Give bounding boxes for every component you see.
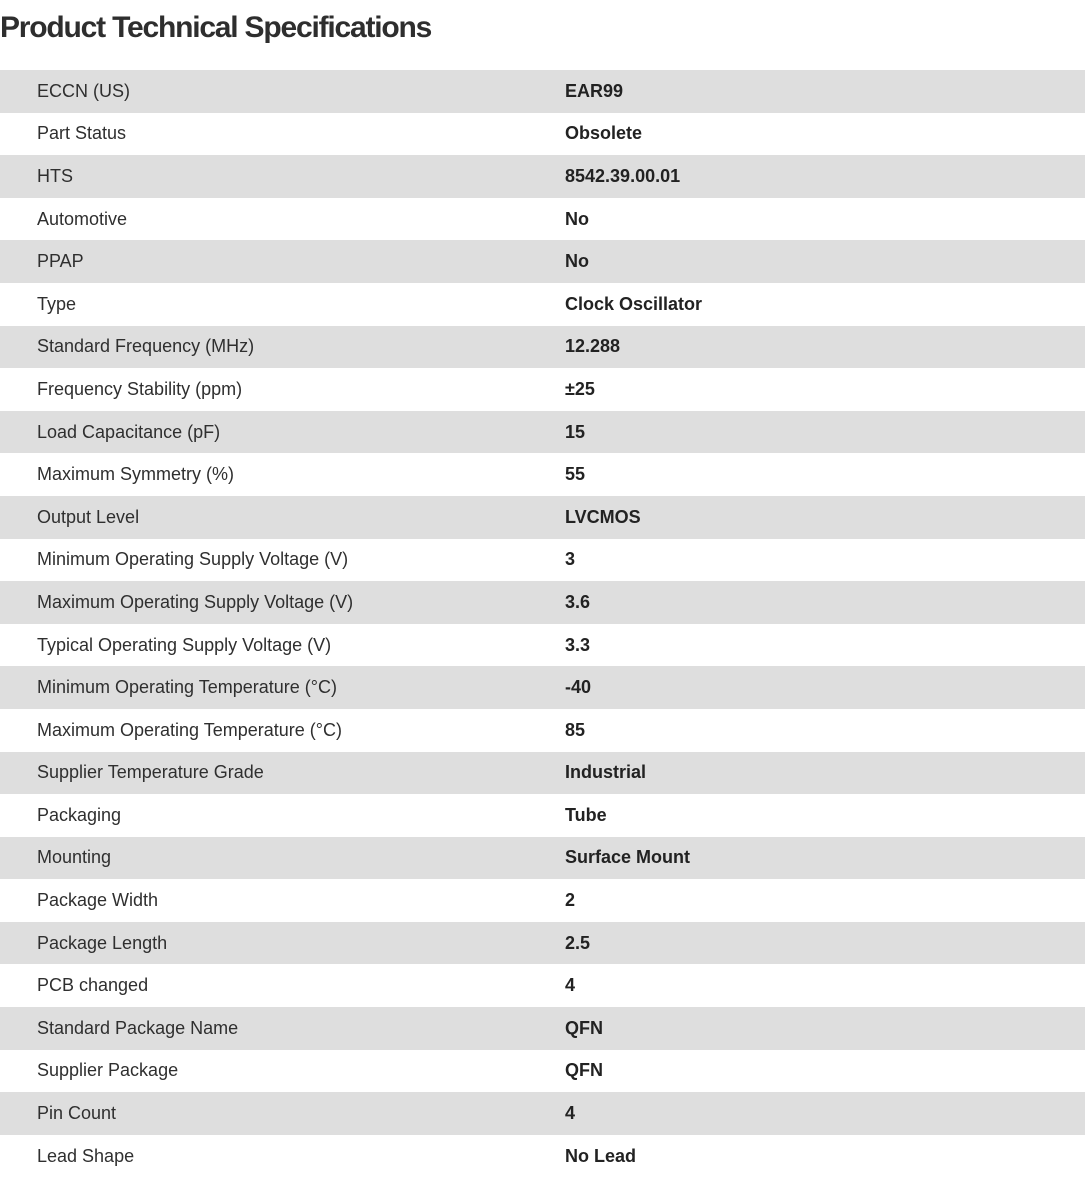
- spec-row: [0, 1007, 1085, 1050]
- page-title: Product Technical Specifications: [0, 11, 432, 44]
- spec-value: QFN: [565, 1060, 603, 1081]
- spec-value: 2: [565, 890, 576, 911]
- spec-table: [0, 70, 1085, 1177]
- spec-value: EAR99: [565, 80, 624, 101]
- spec-value: 4: [565, 1103, 576, 1124]
- spec-row: [0, 113, 1085, 156]
- spec-label: Typical Operating Supply Voltage (V): [37, 634, 332, 655]
- spec-row: [0, 368, 1085, 411]
- spec-row: [0, 1135, 1085, 1177]
- spec-label: Part Status: [37, 123, 127, 144]
- spec-row: [0, 964, 1085, 1007]
- spec-label: Pin Count: [37, 1103, 117, 1124]
- spec-row: [0, 70, 1085, 113]
- spec-value: 55: [565, 464, 586, 485]
- spec-value: 12.288: [565, 336, 621, 357]
- spec-value: 3.6: [565, 591, 591, 612]
- spec-row: [0, 922, 1085, 965]
- spec-row: [0, 1092, 1085, 1135]
- spec-label: Minimum Operating Supply Voltage (V): [37, 549, 349, 570]
- spec-value: QFN: [565, 1017, 603, 1038]
- spec-row: [0, 879, 1085, 922]
- spec-value: 15: [565, 421, 586, 442]
- spec-label: Packaging: [37, 804, 122, 825]
- spec-label: PCB changed: [37, 975, 149, 996]
- spec-value: 4: [565, 975, 576, 996]
- spec-value: No Lead: [565, 1145, 637, 1166]
- spec-value: -40: [565, 677, 592, 698]
- spec-label: Automotive: [37, 208, 128, 229]
- spec-value: 3.3: [565, 634, 591, 655]
- spec-row: [0, 198, 1085, 241]
- spec-label: PPAP: [37, 251, 84, 272]
- spec-row: [0, 666, 1085, 709]
- spec-value: 8542.39.00.01: [565, 165, 681, 186]
- spec-row: [0, 837, 1085, 880]
- spec-label: Supplier Package: [37, 1060, 179, 1081]
- spec-row: [0, 581, 1085, 624]
- spec-value: 2.5: [565, 932, 591, 953]
- spec-label: Maximum Operating Temperature (°C): [37, 719, 342, 740]
- spec-label: Maximum Operating Supply Voltage (V): [37, 591, 354, 612]
- spec-label: Output Level: [37, 506, 140, 527]
- spec-row: [0, 1050, 1085, 1093]
- spec-value: ±25: [565, 378, 595, 399]
- spec-label: Package Length: [37, 932, 168, 953]
- spec-row: [0, 326, 1085, 369]
- spec-label: Supplier Temperature Grade: [37, 762, 264, 783]
- spec-label: Maximum Symmetry (%): [37, 464, 234, 485]
- spec-table-body: [0, 70, 1085, 1177]
- spec-row: [0, 794, 1085, 837]
- spec-value: No: [565, 251, 589, 272]
- spec-row: [0, 453, 1085, 496]
- spec-label: Standard Package Name: [37, 1017, 239, 1038]
- spec-value: Industrial: [565, 762, 647, 783]
- spec-label: ECCN (US): [37, 80, 130, 101]
- spec-row: [0, 709, 1085, 752]
- spec-label: HTS: [37, 165, 73, 186]
- spec-value: Clock Oscillator: [565, 293, 703, 314]
- spec-value: 3: [565, 549, 576, 570]
- spec-row: [0, 496, 1085, 539]
- spec-value: Tube: [565, 804, 607, 825]
- spec-row: [0, 411, 1085, 454]
- spec-row: [0, 283, 1085, 326]
- spec-label: Standard Frequency (MHz): [37, 336, 255, 357]
- spec-value: 85: [565, 719, 586, 740]
- spec-value: Surface Mount: [565, 847, 691, 868]
- spec-row: [0, 240, 1085, 283]
- spec-row: [0, 539, 1085, 582]
- spec-row: [0, 155, 1085, 198]
- spec-value: Obsolete: [565, 123, 643, 144]
- spec-value: No: [565, 208, 589, 229]
- spec-label: Load Capacitance (pF): [37, 421, 221, 442]
- spec-row: [0, 752, 1085, 795]
- spec-label: Mounting: [37, 847, 112, 868]
- spec-label: Type: [37, 293, 77, 314]
- spec-row: [0, 624, 1085, 667]
- spec-label: Package Width: [37, 890, 159, 911]
- spec-value: LVCMOS: [565, 506, 641, 527]
- spec-label: Frequency Stability (ppm): [37, 378, 243, 399]
- spec-label: Lead Shape: [37, 1145, 135, 1166]
- spec-label: Minimum Operating Temperature (°C): [37, 677, 337, 698]
